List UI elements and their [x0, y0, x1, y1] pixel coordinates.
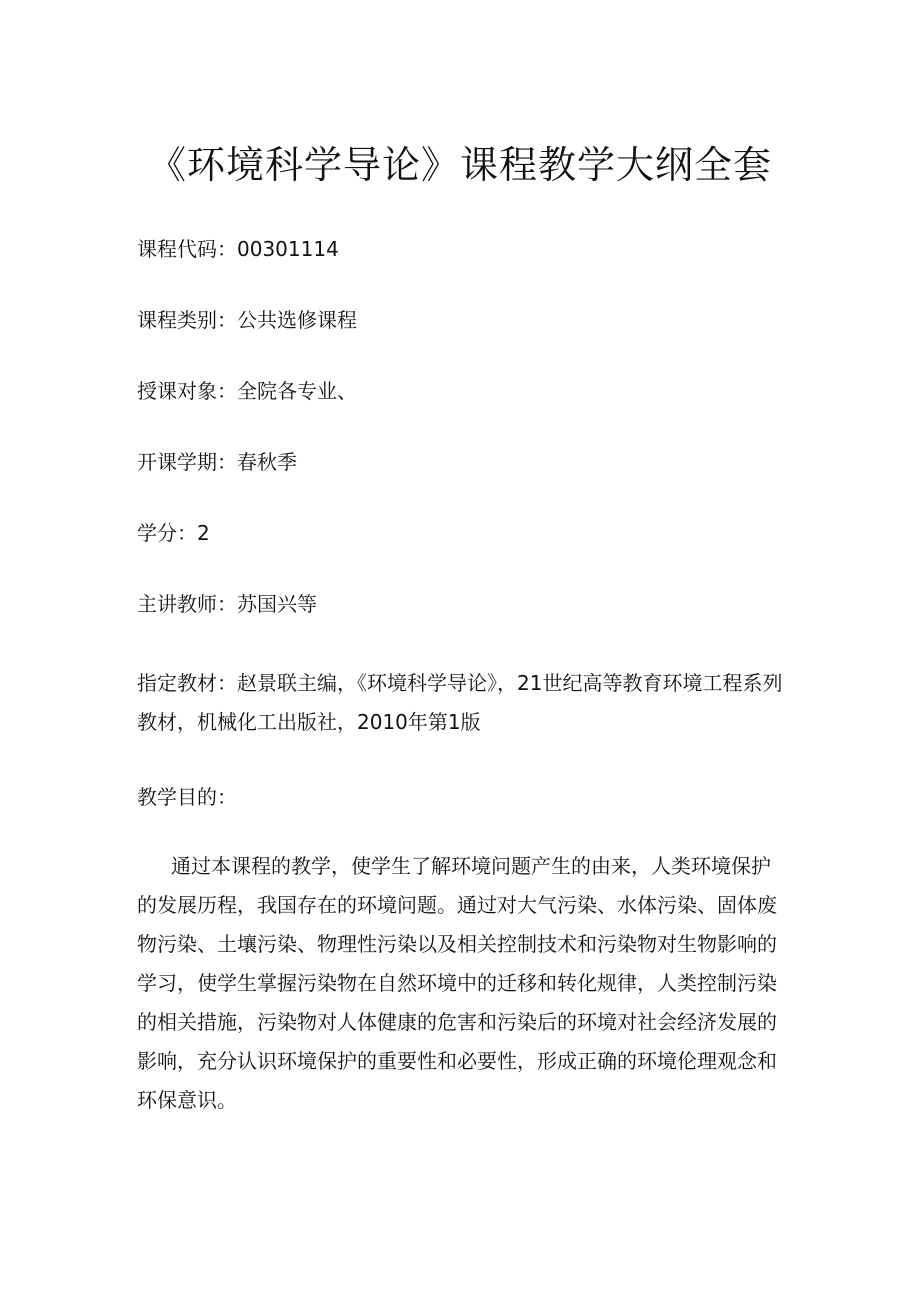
course-code-line [137, 234, 339, 264]
document-title: 《环境科学导论》课程教学大纲全套 [147, 143, 772, 187]
lecturer-label: 主讲教师： [137, 592, 237, 616]
course-category-label: 课程类别： [137, 308, 237, 332]
lecturer-value: 苏国兴等 [237, 592, 317, 616]
target-audience-line [137, 376, 357, 406]
textbook-paragraph [137, 664, 787, 742]
lecturer-line [137, 589, 317, 619]
course-code-label: 课程代码： [137, 237, 237, 261]
course-category-line [137, 305, 357, 335]
teaching-purpose-heading: 教学目的： [137, 785, 237, 809]
credits-label: 学分： [137, 521, 197, 545]
credits-line [137, 518, 210, 548]
course-code-value: 00301114 [237, 237, 339, 261]
teaching-purpose-body: 通过本课程的教学，使学生了解环境问题产生的由来，人类环境保护的发展历程，我国存在的环境问题。通过对大气污染、水体污染、固体废物污染、土壤污染、物理性污染以及相关控制技术和污染物对生物影响的学习，使学生掌握污染物在自然环境中的迁移和转化规律，人类控制污染的相关措施，污染物对人体健康的危害和污染后的环境对社会经济发展的影响，充分认识环境保护的重要性和必要性，形成正确的环境伦理观念和环保意识。 [137, 854, 777, 1112]
target-audience-label: 授课对象： [137, 379, 237, 403]
target-audience-value: 全院各专业、 [237, 379, 357, 403]
semester-line [137, 447, 297, 477]
credits-value: 2 [197, 521, 210, 545]
semester-value: 春秋季 [237, 450, 297, 474]
textbook-value: 赵景联主编，《环境科学导论》，21世纪高等教育环境工程系列教材，机械化工出版社，2010年第1版 [137, 671, 783, 734]
textbook-label: 指定教材： [137, 671, 237, 695]
course-category-value: 公共选修课程 [237, 308, 357, 332]
semester-label: 开课学期： [137, 450, 237, 474]
